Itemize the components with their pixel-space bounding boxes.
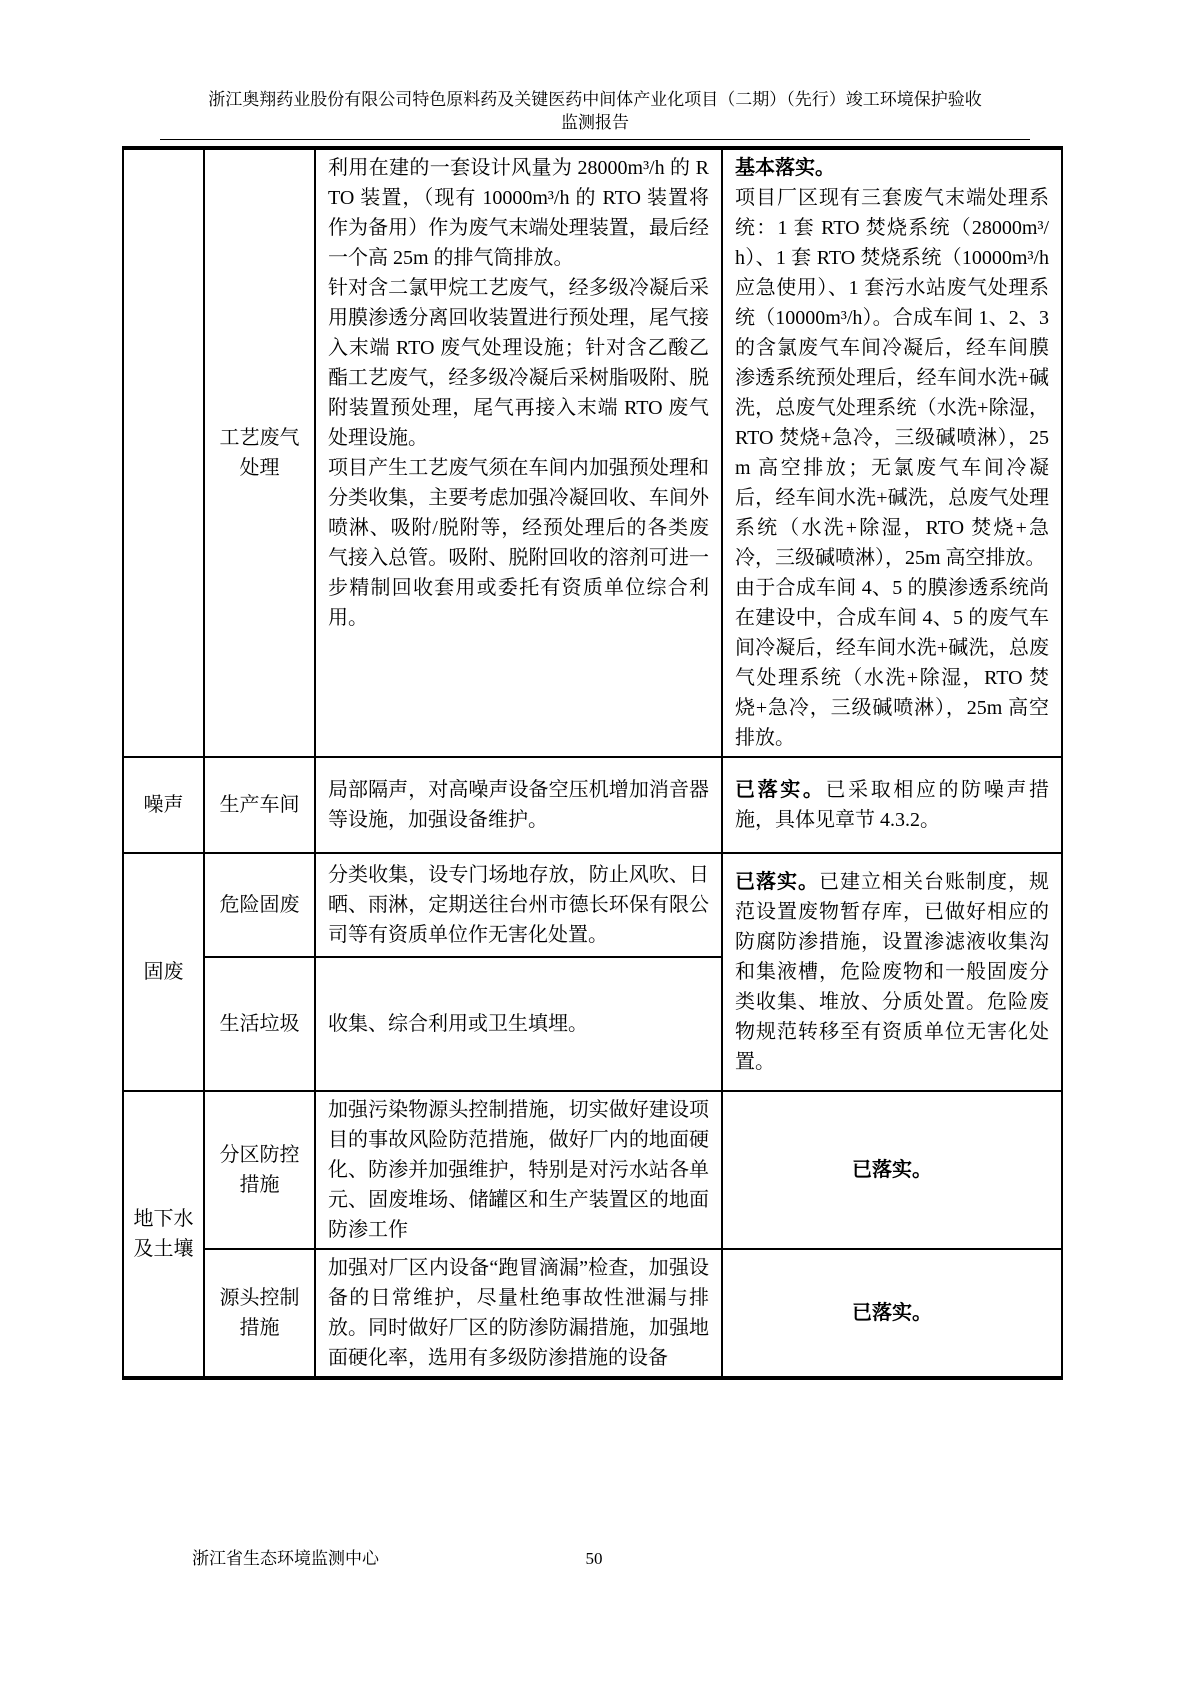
cell-status-waste-gas [722, 148, 1062, 757]
cell-subcategory-domestic: 生活垃圾 [204, 957, 315, 1091]
status-paragraph: 由于合成车间 4、5 的膜渗透系统尚在建设中，合成车间 4、5 的废气车间冷凝后，经车间水洗+碱洗，总废气处理系统（水洗+除湿，RTO 焚烧+急冷，三级碱喷淋），25m 高空排放。 [735, 577, 1049, 749]
cell-status-source-control: 已落实。 [722, 1249, 1062, 1378]
status-headline: 已落实。 [735, 871, 819, 893]
status-paragraph: 项目厂区现有三套废气末端处理系统：1 套 RTO 焚烧系统（28000m³/h）、1 套 RTO 焚烧系统（10000m³/h 应急使用）、1 套污水站废气处理系统（10000m³/h）。合成车间 1、2、3 的含氯废气车间冷凝后，经车间膜渗透系统预处理后，经车间水洗+碱洗，总废气处理系统（水洗+除湿，RTO 焚烧+急冷，三级碱喷淋），25m 高空排放；无氯废气车间冷凝后，经车间水洗+碱洗，总废气处理系统（水洗+除湿，RTO 焚烧+急冷，三级碱喷淋），25m 高空排放。 [735, 187, 1049, 569]
table-row-source-control [123, 1249, 1062, 1378]
table-row-waste-gas [123, 148, 1062, 757]
footer-page-number: 50 [585, 1549, 603, 1568]
cell-category-solid-waste: 固废 [123, 853, 204, 1091]
status-paragraph [735, 775, 1049, 835]
status-detail: 已采取相应的防噪声措施，具体见章节 4.3.2。 [735, 779, 1050, 831]
table-row-hazardous-waste [123, 853, 1062, 957]
cell-requirement-source-control: 加强对厂区内设备“跑冒滴漏”检查，加强设备的日常维护，尽量杜绝事故性泄漏与排放。同时做好厂区的防渗防漏措施，加强地面硬化率，选用有多级防渗措施的设备 [315, 1249, 722, 1378]
cell-subcategory-zoning: 分区防控措施 [204, 1091, 315, 1249]
cell-subcategory-hazardous: 危险固废 [204, 853, 315, 957]
status-paragraph [735, 867, 1049, 1077]
compliance-table [122, 146, 1063, 1380]
cell-category-noise: 噪声 [123, 757, 204, 853]
cell-subcategory-source-control: 源头控制措施 [204, 1249, 315, 1378]
cell-category-groundwater-soil: 地下水及土壤 [123, 1091, 204, 1378]
requirement-paragraph: 利用在建的一套设计风量为 28000m³/h 的 RTO 装置，（现有 10000m³/h 的 RTO 装置将作为备用）作为废气末端处理装置，最后经一个高 25m 的排气筒排放。 [328, 157, 709, 269]
cell-requirement-noise: 局部隔声，对高噪声设备空压机增加消音器等设施，加强设备维护。 [315, 757, 722, 853]
cell-category-waste-gas [123, 148, 204, 757]
footer-organization: 浙江省生态环境监测中心 [192, 1549, 379, 1568]
requirement-paragraph: 针对含二氯甲烷工艺废气，经多级冷凝后采用膜渗透分离回收装置进行预处理，尾气接入末端 RTO 废气处理设施；针对含乙酸乙酯工艺废气，经多级冷凝后采树脂吸附、脱附装置预处理，尾气再接入末端 RTO 废气处理设施。 [328, 277, 709, 449]
header-title-line1: 浙江奥翔药业股份有限公司特色原料药及关键医药中间体产业化项目（二期）（先行）竣工环境保护验收 [208, 90, 982, 109]
table-row-zoning-control [123, 1091, 1062, 1249]
cell-requirement-domestic: 收集、综合利用或卫生填埋。 [315, 957, 722, 1091]
cell-status-noise [722, 757, 1062, 853]
header-title-line2: 监测报告 [561, 113, 629, 132]
cell-subcategory-waste-gas: 工艺废气处理 [204, 148, 315, 757]
cell-status-zoning: 已落实。 [722, 1091, 1062, 1249]
report-header [160, 88, 1030, 140]
cell-requirement-hazardous: 分类收集，设专门场地存放，防止风吹、日晒、雨淋，定期送往台州市德长环保有限公司等有资质单位作无害化处置。 [315, 853, 722, 957]
status-headline: 已落实。 [735, 779, 826, 801]
status-headline: 基本落实。 [735, 157, 835, 179]
cell-status-solid-waste [722, 853, 1062, 1091]
cell-subcategory-noise: 生产车间 [204, 757, 315, 853]
cell-requirement-waste-gas [315, 148, 722, 757]
status-detail: 已建立相关台账制度，规范设置废物暂存库，已做好相应的防腐防渗措施，设置渗滤液收集沟和集液槽，危险废物和一般固废分类收集、堆放、分质处置。危险废物规范转移至有资质单位无害化处置。 [735, 871, 1049, 1073]
requirement-paragraph: 项目产生工艺废气须在车间内加强预处理和分类收集，主要考虑加强冷凝回收、车间外喷淋、吸附/脱附等，经预处理后的各类废气接入总管。吸附、脱附回收的溶剂可进一步精制回收套用或委托有资质单位综合利用。 [328, 457, 709, 629]
cell-requirement-zoning: 加强污染物源头控制措施，切实做好建设项目的事故风险防范措施，做好厂内的地面硬化、防渗并加强维护，特别是对污水站各单元、固废堆场、储罐区和生产装置区的地面防渗工作 [315, 1091, 722, 1249]
table-row-noise [123, 757, 1062, 853]
